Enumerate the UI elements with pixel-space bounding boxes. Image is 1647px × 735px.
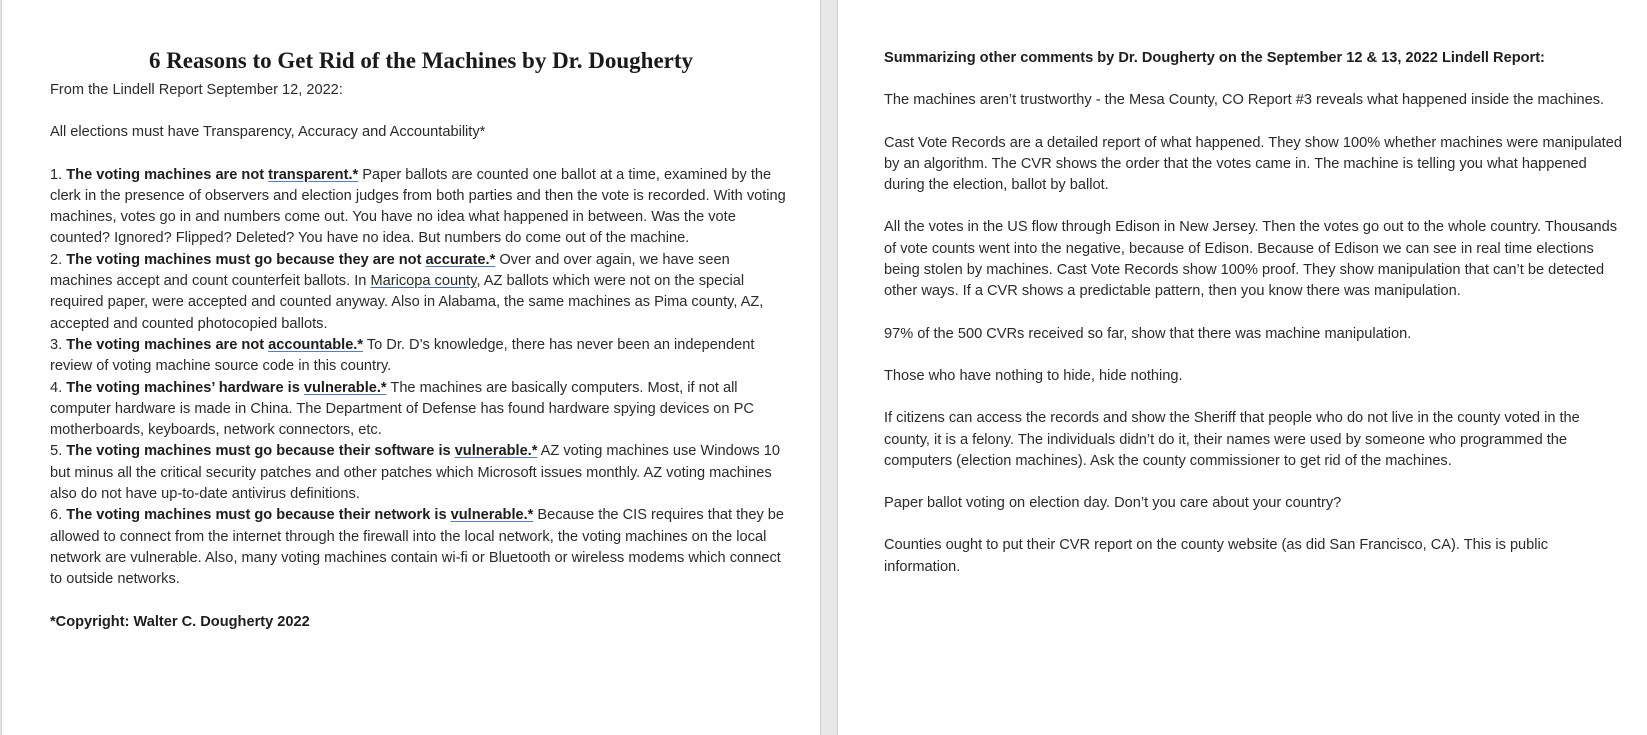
reason-keyword: vulnerable.* — [454, 443, 538, 460]
summary-heading: Summarizing other comments by Dr. Dougherty on the September 12 & 13, 2022 Lindell Report: — [884, 50, 1545, 66]
reason-number: 3. — [50, 336, 63, 353]
reason-item-1 — [50, 165, 792, 250]
reason-heading: The voting machines must go because their network is vulnerable.* — [66, 507, 534, 524]
reason-body: To Dr. D’s knowledge, there has never been an independent review of voting machine source code in this country. — [50, 336, 755, 375]
reason-number: 2. — [50, 251, 63, 268]
document-title: 6 Reasons to Get Rid of the Machines by Dr. Dougherty — [148, 48, 694, 73]
reason-number: 4. — [50, 379, 63, 396]
reason-item-5 — [50, 441, 792, 505]
reason-heading: The voting machines are not accountable.* — [66, 336, 364, 353]
copyright-line: *Copyright: Walter C. Dougherty 2022 — [50, 613, 310, 630]
reason-heading: The voting machines must go because their software is vulnerable.* — [66, 443, 538, 460]
summary-paragraph: Those who have nothing to hide, hide nothing. — [884, 367, 1183, 384]
reason-body-cont: , AZ ballots which were not on the special required paper, were accepted and counted anyway. Also in Alabama, the same machines as Pima county, AZ, accepted and counted photocopied ballots. — [50, 273, 764, 332]
principle-line: All elections must have Transparency, Accuracy and Accountability* — [50, 124, 486, 141]
reason-heading: The voting machines are not transparent.* — [66, 166, 359, 183]
reason-keyword: vulnerable.* — [450, 507, 534, 524]
reason-number: 1. — [50, 166, 63, 183]
reason-keyword: accountable.* — [268, 336, 364, 353]
reason-number: 5. — [50, 443, 63, 460]
reason-item-3 — [50, 335, 792, 378]
reason-body: Over and over again, we have seen machines accept and count counterfeit ballots. In — [50, 251, 730, 290]
reason-keyword: accurate.* — [425, 251, 496, 268]
page-left-content — [50, 46, 792, 633]
reason-heading: The voting machines must go because they are not accurate.* — [66, 251, 496, 268]
reason-body: AZ voting machines use Windows 10 but minus all the critical security patches and other patches which Microsoft issues monthly. AZ voting machines also do not have up-to-date antivirus definitions. — [50, 443, 780, 503]
reason-item-6 — [50, 505, 792, 590]
reason-body: Paper ballots are counted one ballot at a time, examined by the clerk in the presence of observers and election judges from both parties and then the vote is recorded. With voting machines, votes go in and numbers come out. You have no idea what happened in between. Was the vote counted? Ignored? Flipped? Deleted? You have no idea. But numbers do come out of the machine. — [50, 166, 786, 247]
maricopa-county-link[interactable]: Maricopa county — [370, 273, 477, 290]
page-gutter — [820, 0, 838, 735]
reason-keyword: transparent.* — [268, 166, 359, 183]
reason-body: The machines are basically computers. Most, if not all computer hardware is made in China. The Department of Defense has found hardware spying devices on PC motherboards, keyboards, network connectors, etc. — [50, 379, 754, 439]
reason-item-2 — [50, 250, 792, 335]
summary-paragraph: Paper ballot voting on election day. Don’t you care about your country? — [884, 495, 1342, 512]
document-page-right — [838, 0, 1647, 735]
summary-paragraph: Cast Vote Records are a detailed report of what happened. They show 100% whether machines were manipulated by an algorithm. The CVR shows the order that the votes came in. The machine is telling you what happened during the election, ballot by ballot. — [884, 134, 1622, 194]
summary-paragraph: Counties ought to put their CVR report on the county website (as did San Francisco, CA). This is public information. — [884, 537, 1549, 575]
reason-number: 6. — [50, 507, 63, 524]
reason-keyword: vulnerable.* — [303, 379, 387, 396]
reason-body: Because the CIS requires that they be allowed to connect from the internet through the firewall into the local network, the voting machines on the local network are vulnerable. Also, many voting machines contain wi-fi or Bluetooth or wireless modems which connect to outside networks. — [50, 507, 785, 588]
summary-paragraph: 97% of the 500 CVRs received so far, show that there was machine manipulation. — [884, 325, 1412, 342]
summary-paragraph: If citizens can access the records and show the Sheriff that people who do not live in the county voted in the county, it is a felony. The individuals didn’t do it, their names were used by someone who programmed the computers (election machines). Ask the county commissioner to get rid of the machines. — [884, 410, 1580, 469]
summary-paragraph: The machines aren’t trustworthy - the Mesa County, CO Report #3 reveals what happened inside the machines. — [884, 92, 1605, 109]
summary-paragraph: All the votes in the US flow through Edison in New Jersey. Then the votes go out to the whole country. Thousands of vote counts went into the negative, because of Edison. Because of Edison we can see in real time elections being stolen by machines. Cast Vote Records show 100% proof. They show manipulation that can’t be detected other ways. If a CVR shows a predictable pattern, then you know there was manipulation. — [884, 219, 1618, 300]
from-line: From the Lindell Report September 12, 2022: — [50, 82, 343, 98]
page-right-content — [884, 48, 1624, 578]
reason-heading: The voting machines’ hardware is vulnerable.* — [66, 379, 387, 396]
document-page-left — [1, 0, 820, 735]
reason-item-4 — [50, 378, 792, 442]
